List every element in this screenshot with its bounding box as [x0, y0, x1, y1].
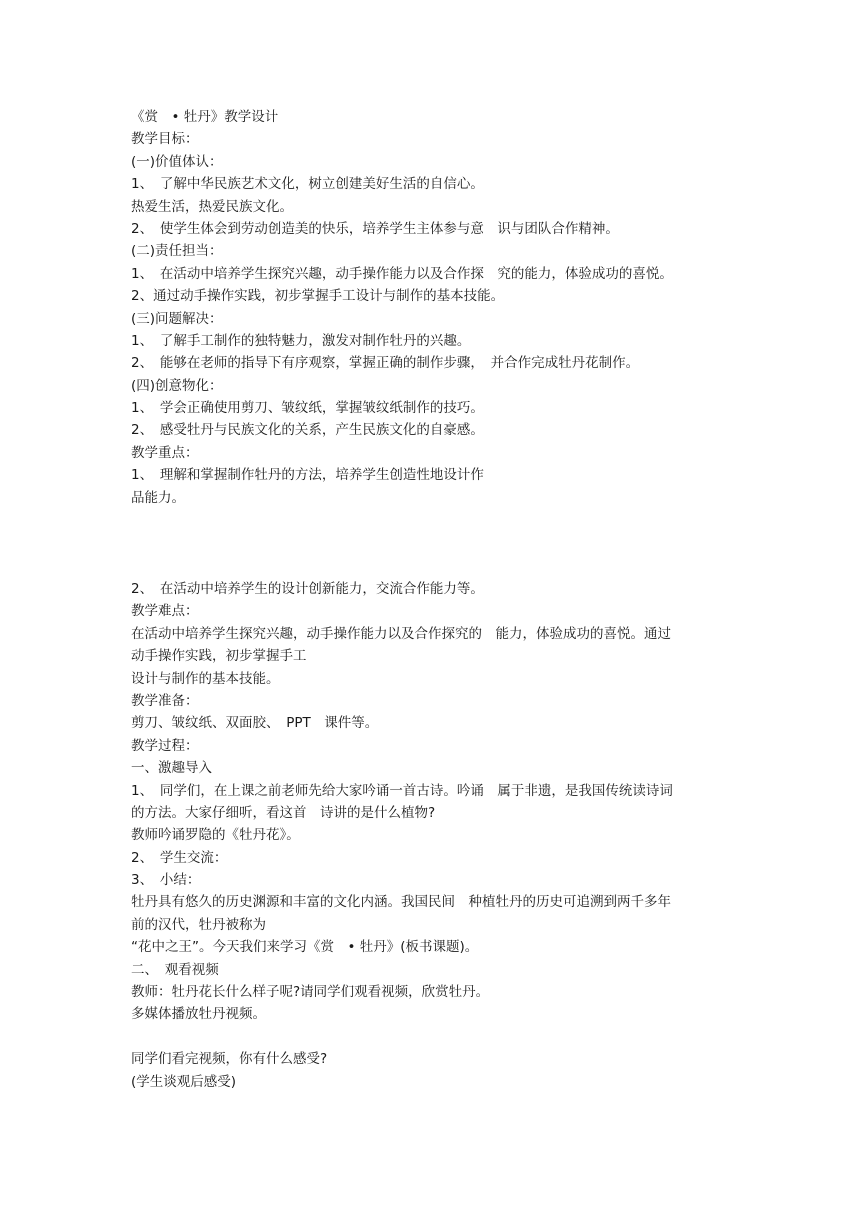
- subheading-problem-solving: (三)问题解决：: [131, 310, 223, 327]
- text-line: 的方法。大家仔细听，看这首 诗讲的是什么植物?: [131, 804, 436, 821]
- text-line: 多媒体播放牡丹视频。: [131, 1006, 266, 1023]
- text-line: 前的汉代，牡丹被称为: [131, 916, 266, 933]
- text-line: 1、 在活动中培养学生探究兴趣，动手操作能力以及合作探 究的能力，体验成功的喜悦。: [131, 265, 673, 282]
- text-line: (学生谈观后感受): [131, 1073, 237, 1090]
- text-line: 热爱生活，热爱民族文化。: [131, 198, 293, 215]
- subheading-responsibility: (二)责任担当：: [131, 243, 223, 260]
- text-line: 1、 了解手工制作的独特魅力，激发对制作牡丹的兴趣。: [131, 332, 471, 349]
- text-line: 在活动中培养学生探究兴趣，动手操作能力以及合作探究的 能力，体验成功的喜悦。通过: [131, 625, 671, 642]
- text-line: 动手操作实践，初步掌握手工: [131, 648, 307, 665]
- text-line: 剪刀、皱纹纸、双面胶、 PPT 课件等。: [131, 715, 379, 732]
- section-heading-goals: 教学目标：: [131, 131, 199, 148]
- text-line: 1、 了解中华民族艺术文化，树立创建美好生活的自信心。: [131, 176, 484, 193]
- text-line: 2、通过动手操作实践，初步掌握手工设计与制作的基本技能。: [131, 288, 505, 305]
- subheading-creative: (四)创意物化：: [131, 377, 223, 394]
- text-line: 1、 理解和掌握制作牡丹的方法，培养学生创造性地设计作: [131, 467, 484, 484]
- text-line: 2、 在活动中培养学生的设计创新能力，交流合作能力等。: [131, 581, 484, 597]
- text-line: 1、 同学们，在上课之前老师先给大家吟诵一首古诗。吟诵 属于非遗，是我国传统读诗词: [131, 782, 673, 799]
- text-line: 2、 学生交流：: [131, 849, 228, 866]
- subheading-intro: 一、激趣导入: [131, 760, 212, 777]
- text-line: 教师：牡丹花长什么样子呢?请同学们观看视频，欣赏牡丹。: [131, 984, 490, 1001]
- text-line: 同学们看完视频，你有什么感受?: [131, 1051, 328, 1068]
- text-line: 教师吟诵罗隐的《牡丹花》。: [131, 827, 300, 844]
- section-heading-preparation: 教学准备：: [131, 692, 199, 709]
- text-line: 2、 使学生体会到劳动创造美的快乐，培养学生主体参与意 识与团队合作精神。: [131, 220, 619, 237]
- document-title: 《赏 • 牡丹》教学设计: [131, 109, 279, 125]
- text-line: 品能力。: [131, 489, 185, 506]
- text-line: 3、 小结：: [131, 872, 201, 889]
- text-line: 1、 学会正确使用剪刀、皱纹纸，掌握皱纹纸制作的技巧。: [131, 400, 484, 417]
- section-heading-process: 教学过程：: [131, 737, 199, 754]
- text-block-upper: [131, 106, 731, 509]
- text-line: 设计与制作的基本技能。: [131, 670, 280, 687]
- section-heading-key-points: 教学重点：: [131, 444, 199, 461]
- subheading-video: 二、 观看视频: [131, 961, 219, 978]
- text-block-lower: [131, 578, 731, 1093]
- blank-line: [131, 1026, 731, 1048]
- subheading-value: (一)价值体认：: [131, 153, 223, 170]
- section-heading-difficulties: 教学难点：: [131, 603, 199, 620]
- text-line: 2、 感受牡丹与民族文化的关系，产生民族文化的自豪感。: [131, 422, 484, 439]
- text-line: “花中之王”。今天我们来学习《赏 • 牡丹》(板书课题)。: [131, 939, 479, 956]
- text-line: 牡丹具有悠久的历史渊源和丰富的文化内涵。我国民间 种植牡丹的历史可追溯到两千多年: [131, 894, 671, 911]
- text-line: 2、 能够在老师的指导下有序观察，掌握正确的制作步骤， 并合作完成牡丹花制作。: [131, 355, 640, 372]
